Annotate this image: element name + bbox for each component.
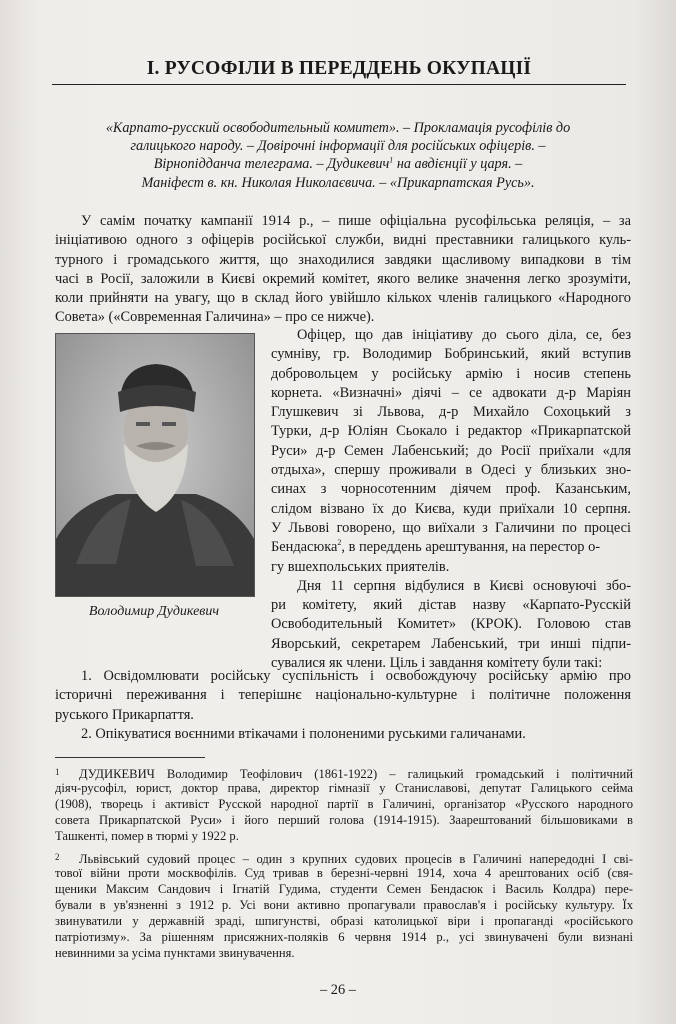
footnotes [55,765,633,962]
text-line: Освободительный Комитет» (КРОК). Головою став [271,616,631,633]
text-line: У Львові говорено, що виїхали з Галичини по процесі [271,519,631,536]
text-line: Совета» («Современная Галичина» – про се нижче). [55,309,375,326]
chapter-title: І. РУСОФІЛИ В ПЕРЕДДЕНЬ ОКУПАЦІЇ [146,58,532,79]
footnote-2-line: звинуватили у державній зраді, шпигунстві, образі католицької віри і пропаганді «російського [55,914,633,929]
footnote-text: Львівський судовий процес – один з крупних судових процесів в Галичині напередодні І сві- [79,852,633,867]
text-line: історичні переживання і теперішнє національно-культурне і політичне положення [55,687,631,704]
footnote-ref-1: 1 [389,155,394,165]
summary-line: галицького народу. – Довірочні інформації для російських офіцерів. – [130,138,546,155]
footnote-ref-2: 2 [337,538,342,548]
footnote-2-line [55,850,633,866]
title-rule [52,84,626,85]
footnote-2-line: щеники Максим Сандович і Ігнатій Гудима, студенти Семен Бендасюк і Василь Колдра) пере- [55,882,633,897]
footnote-1-line: совета Прикарпатской Руси» і його перший голова (1914-1915). Заарештований більшовиками в [55,812,633,827]
text-line: синах з чорносотенним діячем проф. Казанським, [271,481,631,498]
footnote-2-line: тової війни проти москвофілів. Суд тривав в березні-червні 1914, хоча 4 арештованих осіб (свя- [55,866,633,881]
photo-caption: Володимир Дудикевич [88,604,220,619]
footnote-rule [55,757,205,758]
text-line: коли прийняти на увагу, що в склад його увійшло кількох членів галицького «Народного [55,290,631,307]
text-line: Дня 11 серпня відбулися в Києві основуючі збо- [297,577,631,594]
text-line: сувалися як члени. Ціль і завдання комітету були такі: [271,655,603,672]
list-item: 1. Освідомлювати російську суспільність і освобождуючу російську армію про [81,668,631,684]
text-line: ініціативою одного з офіцерів російської служби, видні преставники галицького куль- [55,232,631,249]
footnote-1-line: (1908), творець і активіст Русской народної партії в Галичині, організатор «Русского народного [55,796,633,811]
footnote-number: 2 [55,852,60,863]
text-line: турного і громадського життя, що знаходилися завдяки щасливому випадкови в тім [55,251,631,268]
summary-line [58,155,618,173]
text-line: Яворський, секретарем Лабенський, три инші підпи- [271,635,631,652]
text-line: слідом візвано їх до Києва, куди приїхали 10 серпня. [271,500,631,517]
text-line [271,538,631,557]
goals-list [55,667,631,744]
text-line: гу вшехпольських приятелів. [271,558,450,575]
footnote-2-line: невинними за усіма пунктами звинувачення. [55,945,295,960]
text-line: Офіцер, що дав ініціативу до сього діла, се, без [297,327,631,343]
text-line: сумніву, гр. Володимир Бобринський, який вступив [271,346,631,363]
text-fragment: Бендасюка [271,539,338,556]
portrait-figure [56,334,254,596]
footnote-2-line: патріотизму». За рішенням присяжних-поляків 6 червня 1914 р., усі звинувачені були визнані [55,929,633,944]
text-line: руського Прикарпаття. [55,706,194,723]
summary-text: на авдієнції у царя. – [393,156,523,173]
footnote-number: 1 [55,767,60,777]
footnote-1-line: Ташкенті, помер в тюрмі у 1922 р. [55,828,239,843]
footnote-1-line [55,765,633,781]
text-column [271,326,631,673]
text-line: корнета. «Визначні» діячі – се адвокати д-р Маріян [271,384,631,401]
text-line: добровольцем у російську армію і носив степень [271,365,631,382]
footnote-2-line: бували в ув'язненні з 1912 р. Усі вони активно пропагували православ'я і російську культуру. Їх [55,898,633,913]
text-fragment: , в переддень арештування, на перестор о- [341,539,601,556]
text-line: Глушкевич зі Львова, д-р Михайло Сохоцький з [271,404,631,421]
text-line: Турки, д-р Юліян Сьокало і редактор «Прикарпатской [271,423,631,440]
summary-text: Вірнопідданча телеграма. – Дудикевич [153,156,390,173]
text-line: часі в Росії, заложили в Києві окремий комітет, якого велике значення легко зрозуміти, [55,270,631,287]
text-line: отдыха», спершу проживали в Одесі у близьких зно- [271,462,631,479]
text-line: ри комітету, який дістав назву «Карпато-Русскій [271,597,631,614]
chapter-summary [58,119,618,192]
footnote-1-line: діяч-русофіл, юрист, доктор права, директор гімназії у Станиславові, депутат Галицького сейма [55,780,633,795]
text-line: У самім початку кампанії 1914 р., – пише офіціальна русофільська реляція, – за [81,213,631,229]
text-line: Руси» д-р Семен Лабенський; до Росії приїхали «для [271,442,631,459]
opening-paragraph [55,212,631,328]
portrait-photo [55,333,255,597]
page-number: – 26 – [320,982,356,998]
footnote-text: ДУДИКЕВИЧ Володимир Теофілович (1861-1922) – галицький громадський і політичний [79,767,633,781]
list-item: 2. Опікуватися воєнними втікачами і полоненими руськими галичанами. [81,725,526,742]
summary-line: «Карпато-русский освободительный комитет». – Прокламація русофілів до [105,120,571,136]
summary-line: Маніфест в. кн. Николая Николаєвича. – «Прикарпатская Русь». [141,174,535,191]
